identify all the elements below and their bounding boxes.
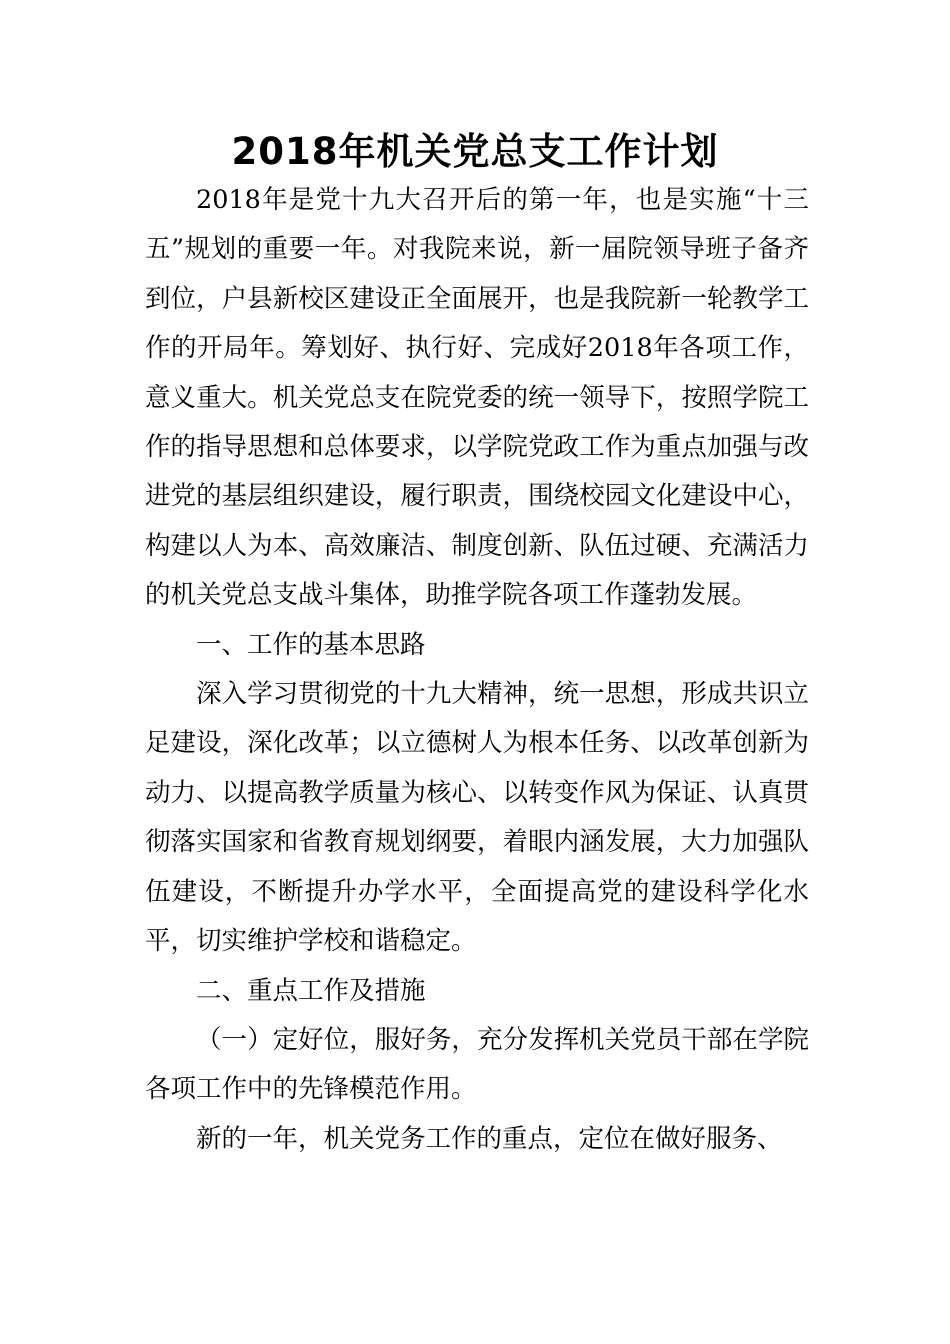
document-body: [145, 176, 809, 1164]
section-heading-key-work: 二、重点工作及措施: [196, 975, 426, 1006]
basic-ideas-paragraph: 深入学习贯彻党的十九大精神，统一思想，形成共识立足建设，深化改革；以立德树人为根本任务、以改革创新为动力、以提高教学质量为核心、以转变作风为保证、认真贯彻落实国家和省教育规划纲要，着眼内涵发展，大力加强队伍建设，不断提升办学水平，全面提高党的建设科学化水平，切实维护学校和谐稳定。: [145, 679, 809, 957]
section-heading-basic-ideas: 一、工作的基本思路: [196, 629, 426, 660]
key-work-paragraph: 新的一年，机关党务工作的重点，定位在做好服务、: [196, 1123, 783, 1154]
document-title: 2018年机关党总支工作计划: [231, 130, 719, 173]
subsection-heading-1: （一）定好位，服好务，充分发挥机关党员干部在学院各项工作中的先锋模范作用。: [145, 1024, 809, 1105]
intro-paragraph: 2018年是党十九大召开后的第一年，也是实施“十三五”规划的重要一年。对我院来说，新一届院领导班子备齐到位，户县新校区建设正全面展开，也是我院新一轮教学工作的开局年。筹划好、执行好、完成好2018年各项工作，意义重大。机关党总支在院党委的统一领导下，按照学院工作的指导思想和总体要求，以学院党政工作为重点加强与改进党的基层组织建设，履行职责，围绕校园文化建设中心，构建以人为本、高效廉洁、制度创新、队伍过硬、充满活力的机关党总支战斗集体，助推学院各项工作蓬勃发展。: [145, 185, 809, 611]
